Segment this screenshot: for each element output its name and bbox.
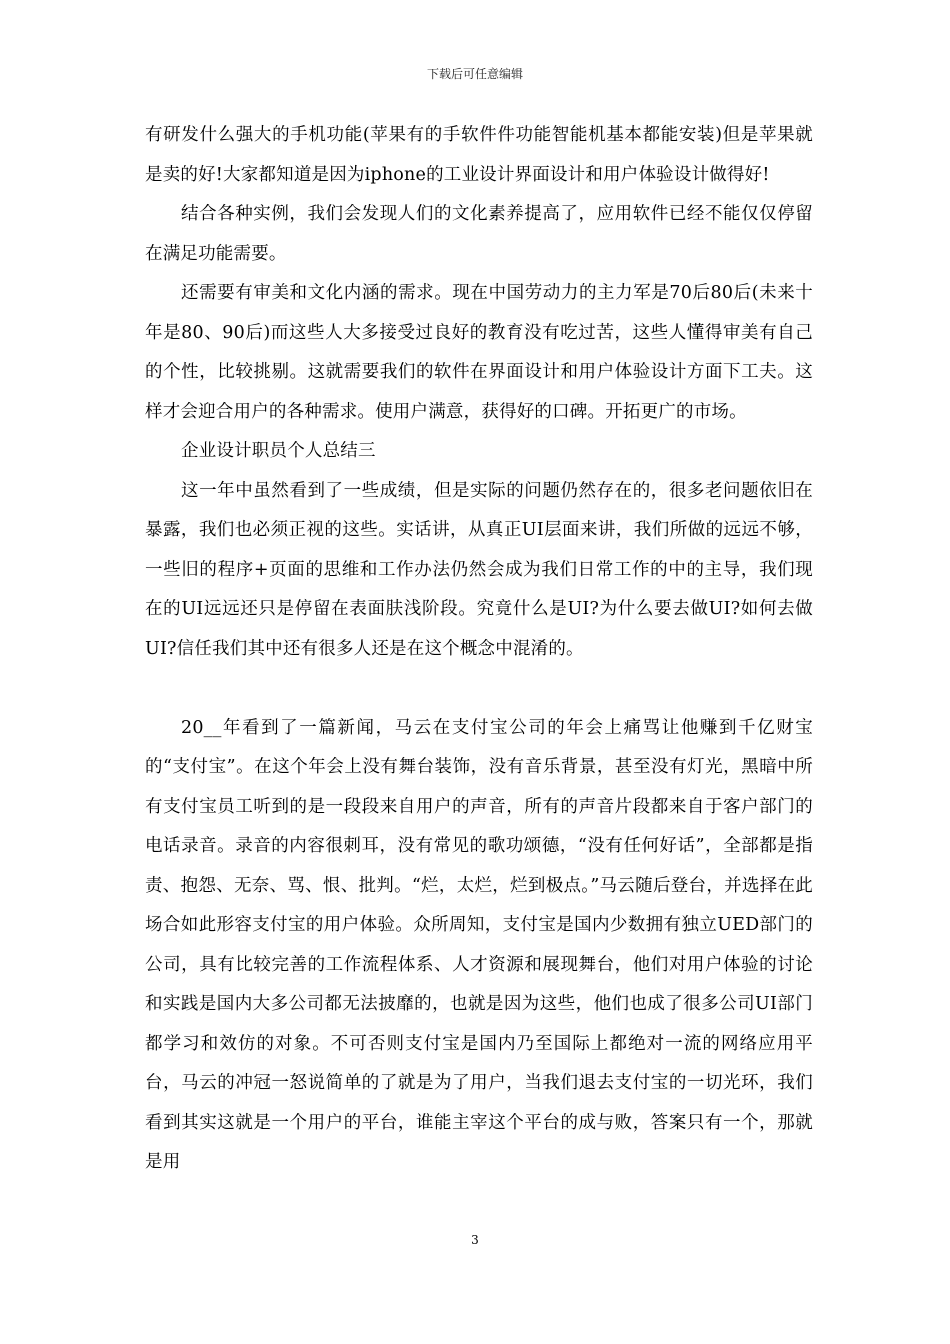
paragraph: 结合各种实例，我们会发现人们的文化素养提高了，应用软件已经不能仅仅停留在满足功能需要。: [145, 204, 813, 264]
section-title: 企业设计职员个人总结三: [181, 441, 376, 461]
paragraph: 还需要有审美和文化内涵的需求。现在中国劳动力的主力军是70后80后(未来十年是80、90后)而这些人大多接受过良好的教育没有吃过苦，这些人懂得审美有自己的个性，比较挑剔。这就需要我们的软件在界面设计和用户体验设计方面下工夫。这样才会迎合用户的各种需求。使用户满意，获得好的口碑。开拓更广的市场。: [145, 283, 813, 422]
paragraph: 20__年看到了一篇新闻，马云在支付宝公司的年会上痛骂让他赚到千亿财宝的“支付宝”。在这个年会上没有舞台装饰，没有音乐背景，甚至没有灯光，黑暗中所有支付宝员工听到的是一段段来自用户的声音，所有的声音片段都来自于客户部门的电话录音。录音的内容很刺耳，没有常见的歌功颂德，“没有任何好话”，全部都是指责、抱怨、无奈、骂、恨、批判。“烂，太烂，烂到极点。”马云随后登台，并选择在此场合如此形容支付宝的用户体验。众所周知，支付宝是国内少数拥有独立UED部门的公司，具有比较完善的工作流程体系、人才资源和展现舞台，他们对用户体验的讨论和实践是国内大多公司都无法披靡的，也就是因为这些，他们也成了很多公司UI部门都学习和效仿的对象。不可否则支付宝是国内乃至国际上都绝对一流的网络应用平台，马云的冲冠一怒说简单的了就是为了用户，当我们退去支付宝的一切光环，我们看到其实这就是一个用户的平台，谁能主宰这个平台的成与败，答案只有一个，那就是用: [145, 717, 813, 1172]
document-body: [145, 116, 813, 1183]
page-header: 下载后可任意编辑: [426, 67, 523, 81]
paragraph-continuation: 有研发什么强大的手机功能(苹果有的手软件件功能智能机基本都能安装)但是苹果就是卖的好!大家都知道是因为iphone的工业设计界面设计和用户体验设计做得好!: [145, 125, 813, 185]
blank-line: [145, 669, 813, 709]
page-number: 3: [471, 1233, 479, 1247]
paragraph: 这一年中虽然看到了一些成绩，但是实际的问题仍然存在的，很多老问题依旧在暴露，我们也必须正视的这些。实话讲，从真正UI层面来讲，我们所做的远远不够，一些旧的程序+页面的思维和工作办法仍然会成为我们日常工作的中的主导，我们现在的UI远远还只是停留在表面肤浅阶段。究竟什么是UI?为什么要去做UI?如何去做UI?信任我们其中还有很多人还是在这个概念中混淆的。: [145, 480, 813, 659]
